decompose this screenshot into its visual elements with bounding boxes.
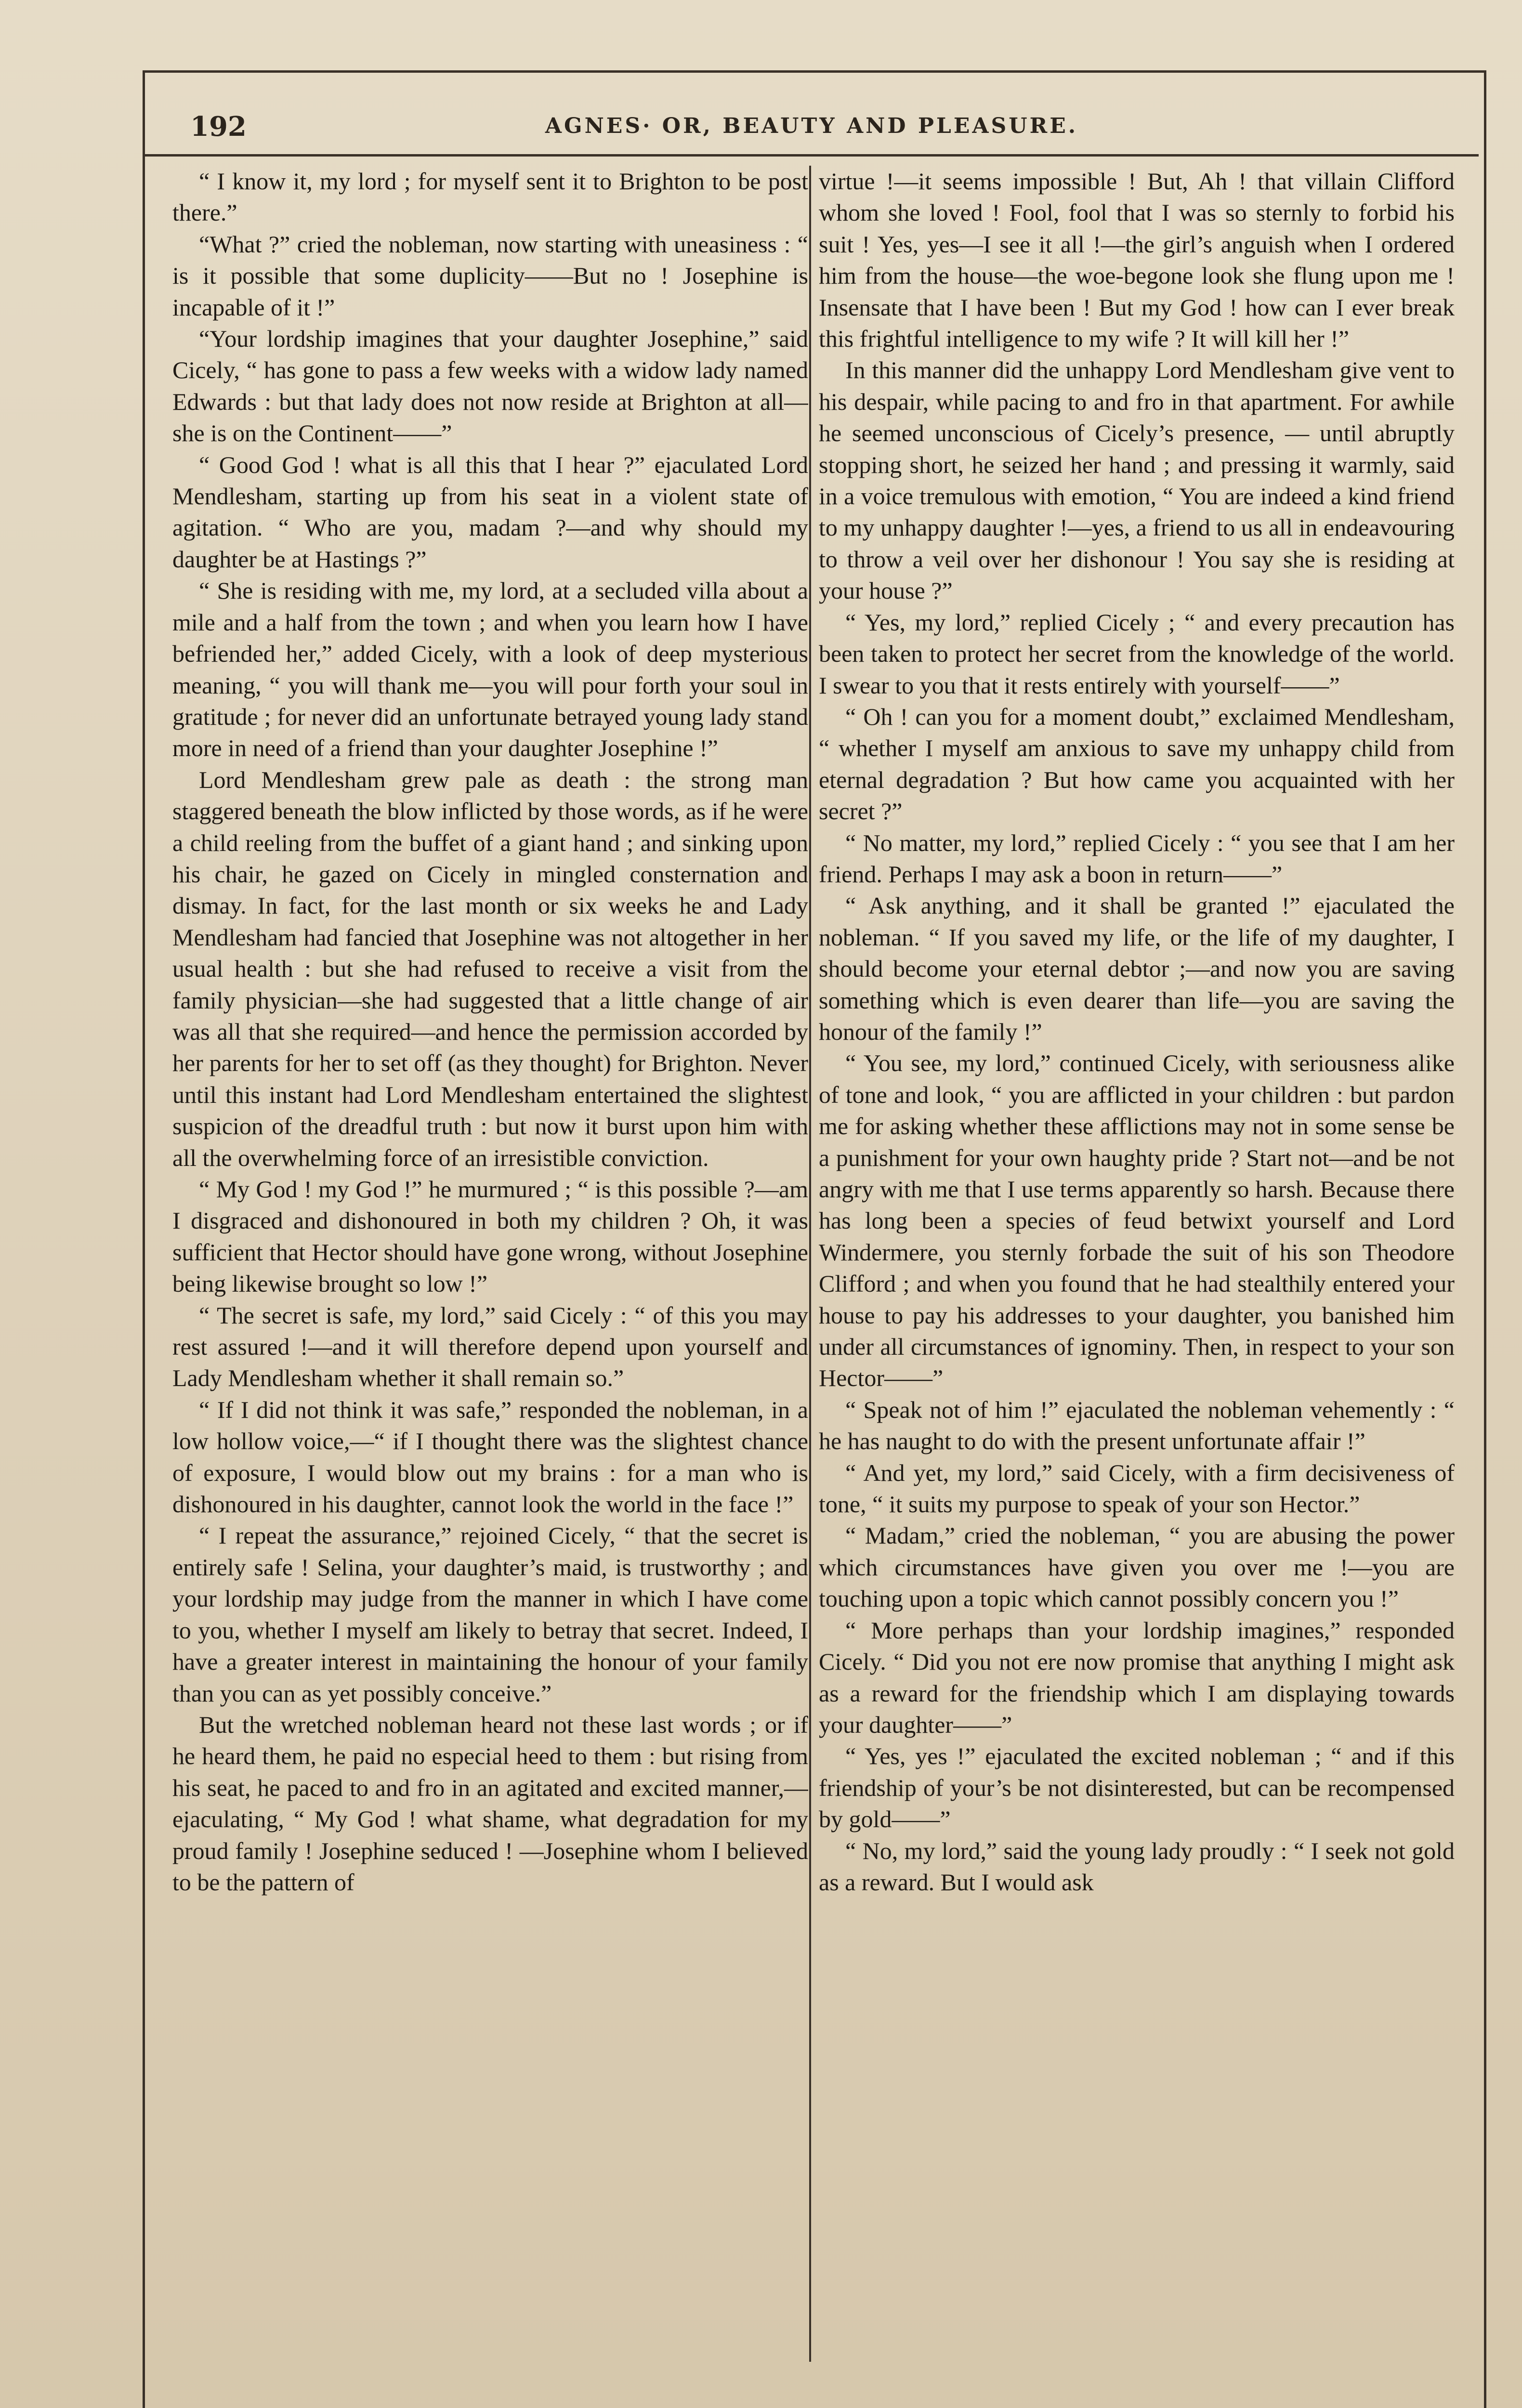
paragraph: “ The secret is safe, my lord,” said Cicely : “ of this you may rest assured !—and it will therefore depend upon yourself and Lady Mendlesham whether it shall remain so.” [172,1301,808,1392]
page-number: 192 [190,111,247,143]
right-column [819,166,1455,2371]
paragraph: virtue !—it seems impossible ! But, Ah ! that villain Clifford whom she loved ! Fool, fool that I was so sternly to forbid his suit ! Yes, yes—I see it all !—the girl’s anguish when I ordered him from the house—the woe-begone look she flung upon me ! Insensate that I have been ! But my God ! how can I ever break this frightful intelligence to my wife ? It will kill her !” [819,168,1455,353]
paragraph: “ Ask anything, and it shall be granted !” ejaculated the nobleman. “ If you saved my life, or the life of my daughter, I should become your eternal debtor ;—and now you are saving something which is even dearer than life—you are saving the honour of the family !” [819,892,1455,1045]
paragraph: “ Good God ! what is all this that I hear ?” ejaculated Lord Mendlesham, starting up from his seat in a violent state of agitation. “ Who are you, madam ?—and why should my daughter be at Hastings ?” [172,451,808,573]
page-header [144,101,1479,157]
paragraph: “ I know it, my lord ; for myself sent it to Brighton to be post there.” [172,168,808,226]
paragraph: “What ?” cried the nobleman, now starting with uneasiness : “ is it possible that some duplicity——But no ! Josephine is incapable of it !” [172,230,808,321]
paragraph: “ Yes, my lord,” replied Cicely ; “ and every precaution has been taken to protect her secret from the knowledge of the world. I swear to you that it rests entirely with yourself——” [819,608,1455,699]
paragraph: “ And yet, my lord,” said Cicely, with a firm decisiveness of tone, “ it suits my purpose to speak of your son Hector.” [819,1459,1455,1518]
paragraph: “ My God ! my God !” he murmured ; “ is this possible ?—am I disgraced and dishonoured in both my children ? Oh, it was sufficient that Hector should have gone wrong, without Josephine being likewise brought so low !” [172,1176,808,1297]
paragraph: “ More perhaps than your lordship imagines,” responded Cicely. “ Did you not ere now promise that anything I might ask as a reward for the friendship which I am displaying towards your daughter——” [819,1616,1455,1738]
running-title: AGNES· OR, BEAUTY AND PLEASURE. [545,114,1078,138]
paragraph: In this manner did the unhappy Lord Mendlesham give vent to his despair, while pacing to and fro in that apartment. For awhile he seemed unconscious of Cicely’s presence, — until abruptly stopping short, he seized her hand ; and pressing it warmly, said in a voice tremulous with emotion, “ You are indeed a kind friend to my unhappy daughter !—yes, a friend to us all in endeavouring to throw a veil over her dishonour ! You say she is residing at your house ?” [819,356,1455,604]
paragraph: “ Speak not of him !” ejaculated the nobleman vehemently : “ he has naught to do with the present unfortunate affair !” [819,1396,1455,1455]
paragraph: “Your lordship imagines that your daughter Josephine,” said Cicely, “ has gone to pass a few weeks with a widow lady named Edwards : but that lady does not now reside at Brighton at all—she is on the Continent——” [172,325,808,447]
paragraph: But the wretched nobleman heard not these last words ; or if he heard them, he paid no especial heed to them : but rising from his seat, he paced to and fro in an agitated and excited manner,—ejaculating, “ My God ! what shame, what degradation for my proud family ! Josephine seduced ! —Josephine whom I believed to be the pattern of [172,1711,808,1896]
paragraph: “ No, my lord,” said the young lady proudly : “ I seek not gold as a reward. But I would ask [819,1837,1455,1896]
paragraph: Lord Mendlesham grew pale as death : the strong man staggered beneath the blow inflicted by those words, as if he were a child reeling from the buffet of a giant hand ; and sinking upon his chair, he gazed on Cicely in mingled consternation and dismay. In fact, for the last month or six weeks he and Lady Mendlesham had fancied that Josephine was not altogether in her usual health : but she had refused to receive a visit from the family physician—she had suggested that a little change of air was all that she required—and hence the permission accorded by her parents for her to set off (as they thought) for Brighton. Never until this instant had Lord Mendlesham entertained the slightest suspicion of the dreadful truth : but now it burst upon him with all the overwhelming force of an irresistible conviction. [172,766,808,1171]
paragraph: “ Yes, yes !” ejaculated the excited nobleman ; “ and if this friendship of your’s be not disinterested, but can be recompensed by gold——” [819,1742,1455,1833]
paragraph: “ You see, my lord,” continued Cicely, with seriousness alike of tone and look, “ you are afflicted in your children : but pardon me for asking whether these afflictions may not in some sense be a punishment for your own haughty pride ? Start not—and be not angry with me that I use terms apparently so harsh. Because there has long been a species of feud betwixt yourself and Lord Windermere, you sternly forbade the suit of his son Theodore Clifford ; and when you found that he had stealthily entered your house to pay his addresses to your daughter, you banished him under all circumstances of ignominy. Then, in respect to your son Hector——” [819,1049,1455,1392]
paragraph: “ If I did not think it was safe,” responded the nobleman, in a low hollow voice,—“ if I thought there was the slightest chance of exposure, I would blow out my brains : for a man who is dishonoured in his daughter, cannot look the world in the face !” [172,1396,808,1518]
paragraph: “ I repeat the assurance,” rejoined Cicely, “ that the secret is entirely safe ! Selina, your daughter’s maid, is trustworthy ; and your lordship may judge from the manner in which I have come to you, whether I myself am likely to betray that secret. Indeed, I have a greater interest in maintaining the honour of your family than you can as yet possibly conceive.” [172,1522,808,1707]
paragraph: “ Oh ! can you for a moment doubt,” exclaimed Mendlesham, “ whether I myself am anxious to save my unhappy child from eternal degradation ? But how came you acquainted with her secret ?” [819,703,1455,825]
paragraph: “ No matter, my lord,” replied Cicely : “ you see that I am her friend. Perhaps I may ask a boon in return——” [819,829,1455,888]
left-column [172,166,808,2371]
paragraph: “ She is residing with me, my lord, at a secluded villa about a mile and a half from the town ; and when you learn how I have befriended her,” added Cicely, with a look of deep mysterious meaning, “ you will thank me—you will pour forth your soul in gratitude ; for never did an unfortunate betrayed young lady stand more in need of a friend than your daughter Josephine !” [172,577,808,762]
column-divider [809,166,811,2362]
paragraph: “ Madam,” cried the nobleman, “ you are abusing the power which circumstances have given you over me !—you are touching upon a topic which cannot possibly concern you !” [819,1522,1455,1612]
